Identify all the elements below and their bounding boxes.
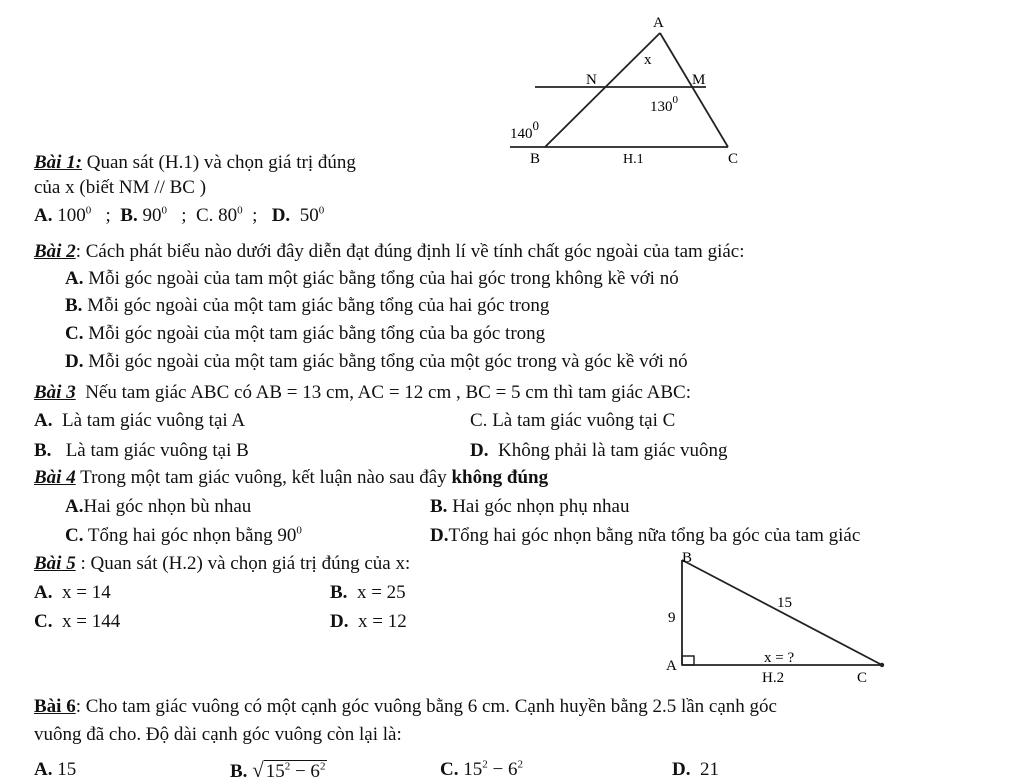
- bai4-question: [34, 467, 548, 489]
- bai1-text2: của x (biết NM // BC ): [34, 177, 207, 198]
- label-c: C: [728, 151, 739, 167]
- figure-h1: [490, 0, 790, 175]
- bai6-opt-d: D. 21: [672, 759, 719, 780]
- side-ac-label: x = ?: [764, 650, 795, 666]
- figure-h2: [660, 548, 900, 693]
- caption-h1: H.1: [623, 152, 644, 167]
- bai3-opt-b: B. Là tam giác vuông tại B: [34, 440, 249, 461]
- label-x: x: [644, 52, 652, 68]
- label-m: M: [692, 72, 706, 88]
- bai4-opt-d: D.Tổng hai góc nhọn bằng nữa tổng ba góc của tam giác: [430, 525, 861, 546]
- label-a: A: [653, 15, 664, 31]
- bai4-opt-c: C. Tổng hai góc nhọn bằng $90^0$: [65, 524, 302, 546]
- label-b-h2: B: [682, 550, 693, 566]
- bai6-opt-b: B. √ $15^2 - 6^2$: [230, 758, 326, 782]
- bai1-text1: Quan sát (H.1) và chọn giá trị đúng: [86, 152, 356, 173]
- bai4-bold: không đúng: [451, 467, 549, 488]
- bai2-opt-b: B. Mỗi góc ngoài của một tam giác bằng tổng của hai góc trong: [65, 295, 550, 316]
- bai2-opt-c: C. Mỗi góc ngoài của một tam giác bằng tổng của ba góc trong: [65, 323, 546, 344]
- bai1-opt-a: $100^0$: [57, 204, 92, 226]
- caption-h2: H.2: [762, 670, 785, 686]
- bai2-opt-d: D. Mỗi góc ngoài của một tam giác bằng tổng của một góc trong và góc kề với nó: [65, 351, 688, 372]
- bai1-title: Bài 1:: [34, 152, 83, 173]
- bai1-line2: [34, 177, 206, 199]
- label-b: B: [530, 151, 541, 167]
- bai5-title: Bài 5: [34, 553, 76, 574]
- bai1-opt-b: $90^0$: [142, 204, 167, 226]
- side-ab-label: 9: [668, 610, 676, 626]
- bai6-text2: vuông đã cho. Độ dài cạnh góc vuông còn lại là:: [34, 724, 402, 745]
- label-c-h2: C: [857, 670, 868, 686]
- bai1-opt-c: $80^0$: [218, 204, 243, 226]
- bai2-question: [34, 241, 745, 263]
- bai3-question: [34, 382, 691, 404]
- bai1-opt-a-letter: A.: [34, 205, 53, 226]
- bai3-opt-a: A. Là tam giác vuông tại A: [34, 410, 246, 431]
- bai6-line1: [34, 696, 777, 718]
- bai1-opt-b-letter: B.: [120, 205, 138, 226]
- bai6-opt-a: A. 15: [34, 759, 77, 780]
- bai6-title: Bài 6: [34, 696, 76, 717]
- bai1-opt-c-letter: C.: [195, 205, 214, 226]
- side-ab: [545, 33, 660, 147]
- bai6-line2: [34, 724, 402, 746]
- bai4-opt-b: B. Hai góc nhọn phụ nhau: [430, 496, 630, 517]
- right-angle-mark: [682, 656, 694, 665]
- bai1-options: A. $100^0$ ; B. $90^0$ ; C. $80^0$ ; D. $50^0$: [34, 204, 325, 226]
- bai3-opt-d: D. Không phải là tam giác vuông: [470, 440, 728, 461]
- bai6-text1: : Cho tam giác vuông có một cạnh góc vuông bằng 6 cm. Cạnh huyền bằng 2.5 lần cạnh góc: [75, 696, 777, 717]
- side-ac: [660, 33, 728, 147]
- bai2-title: Bài 2: [34, 241, 76, 262]
- bai3-text: Nếu tam giác ABC có AB = 13 cm, AC = 12 cm , BC = 5 cm thì tam giác ABC:: [85, 382, 692, 403]
- bai2-opt-a: A. Mỗi góc ngoài của tam một giác bằng tổng của hai góc trong không kề với nó: [65, 268, 679, 289]
- bai1-line1: [34, 152, 356, 174]
- bai5-opt-c: C. x = 144: [34, 611, 121, 632]
- angle-m: $130^0$: [650, 94, 678, 115]
- bai4-title: Bài 4: [34, 467, 76, 488]
- bai1-opt-d-letter: D.: [271, 205, 291, 226]
- side-bc-label: 15: [777, 595, 792, 611]
- bai1-opt-d: $50^0$: [299, 204, 325, 226]
- bai3-title: Bài 3: [34, 382, 76, 403]
- bai5-opt-d: D. x = 12: [330, 611, 407, 632]
- label-a-h2: A: [666, 658, 677, 674]
- point-c: [880, 663, 884, 667]
- bai2-text: : Cách phát biểu nào dưới đây diễn đạt đúng định lí về tính chất góc ngoài của tam giác:: [75, 241, 745, 262]
- bai4-text: Trong một tam giác vuông, kết luận nào sau đây: [80, 467, 447, 488]
- bai5-opt-a: A. x = 14: [34, 582, 111, 603]
- bai5-question: [34, 553, 410, 575]
- bai5-opt-b: B. x = 25: [330, 582, 406, 603]
- bai6-opt-c: C. $15^2 - 6^2$: [440, 758, 523, 780]
- label-n: N: [586, 72, 597, 88]
- bai3-opt-c: C. Là tam giác vuông tại C: [470, 410, 676, 431]
- bai4-opt-a: A.Hai góc nhọn bù nhau: [65, 496, 252, 517]
- bai5-text: : Quan sát (H.2) và chọn giá trị đúng của x:: [80, 553, 411, 574]
- angle-b: 1400: [510, 118, 539, 142]
